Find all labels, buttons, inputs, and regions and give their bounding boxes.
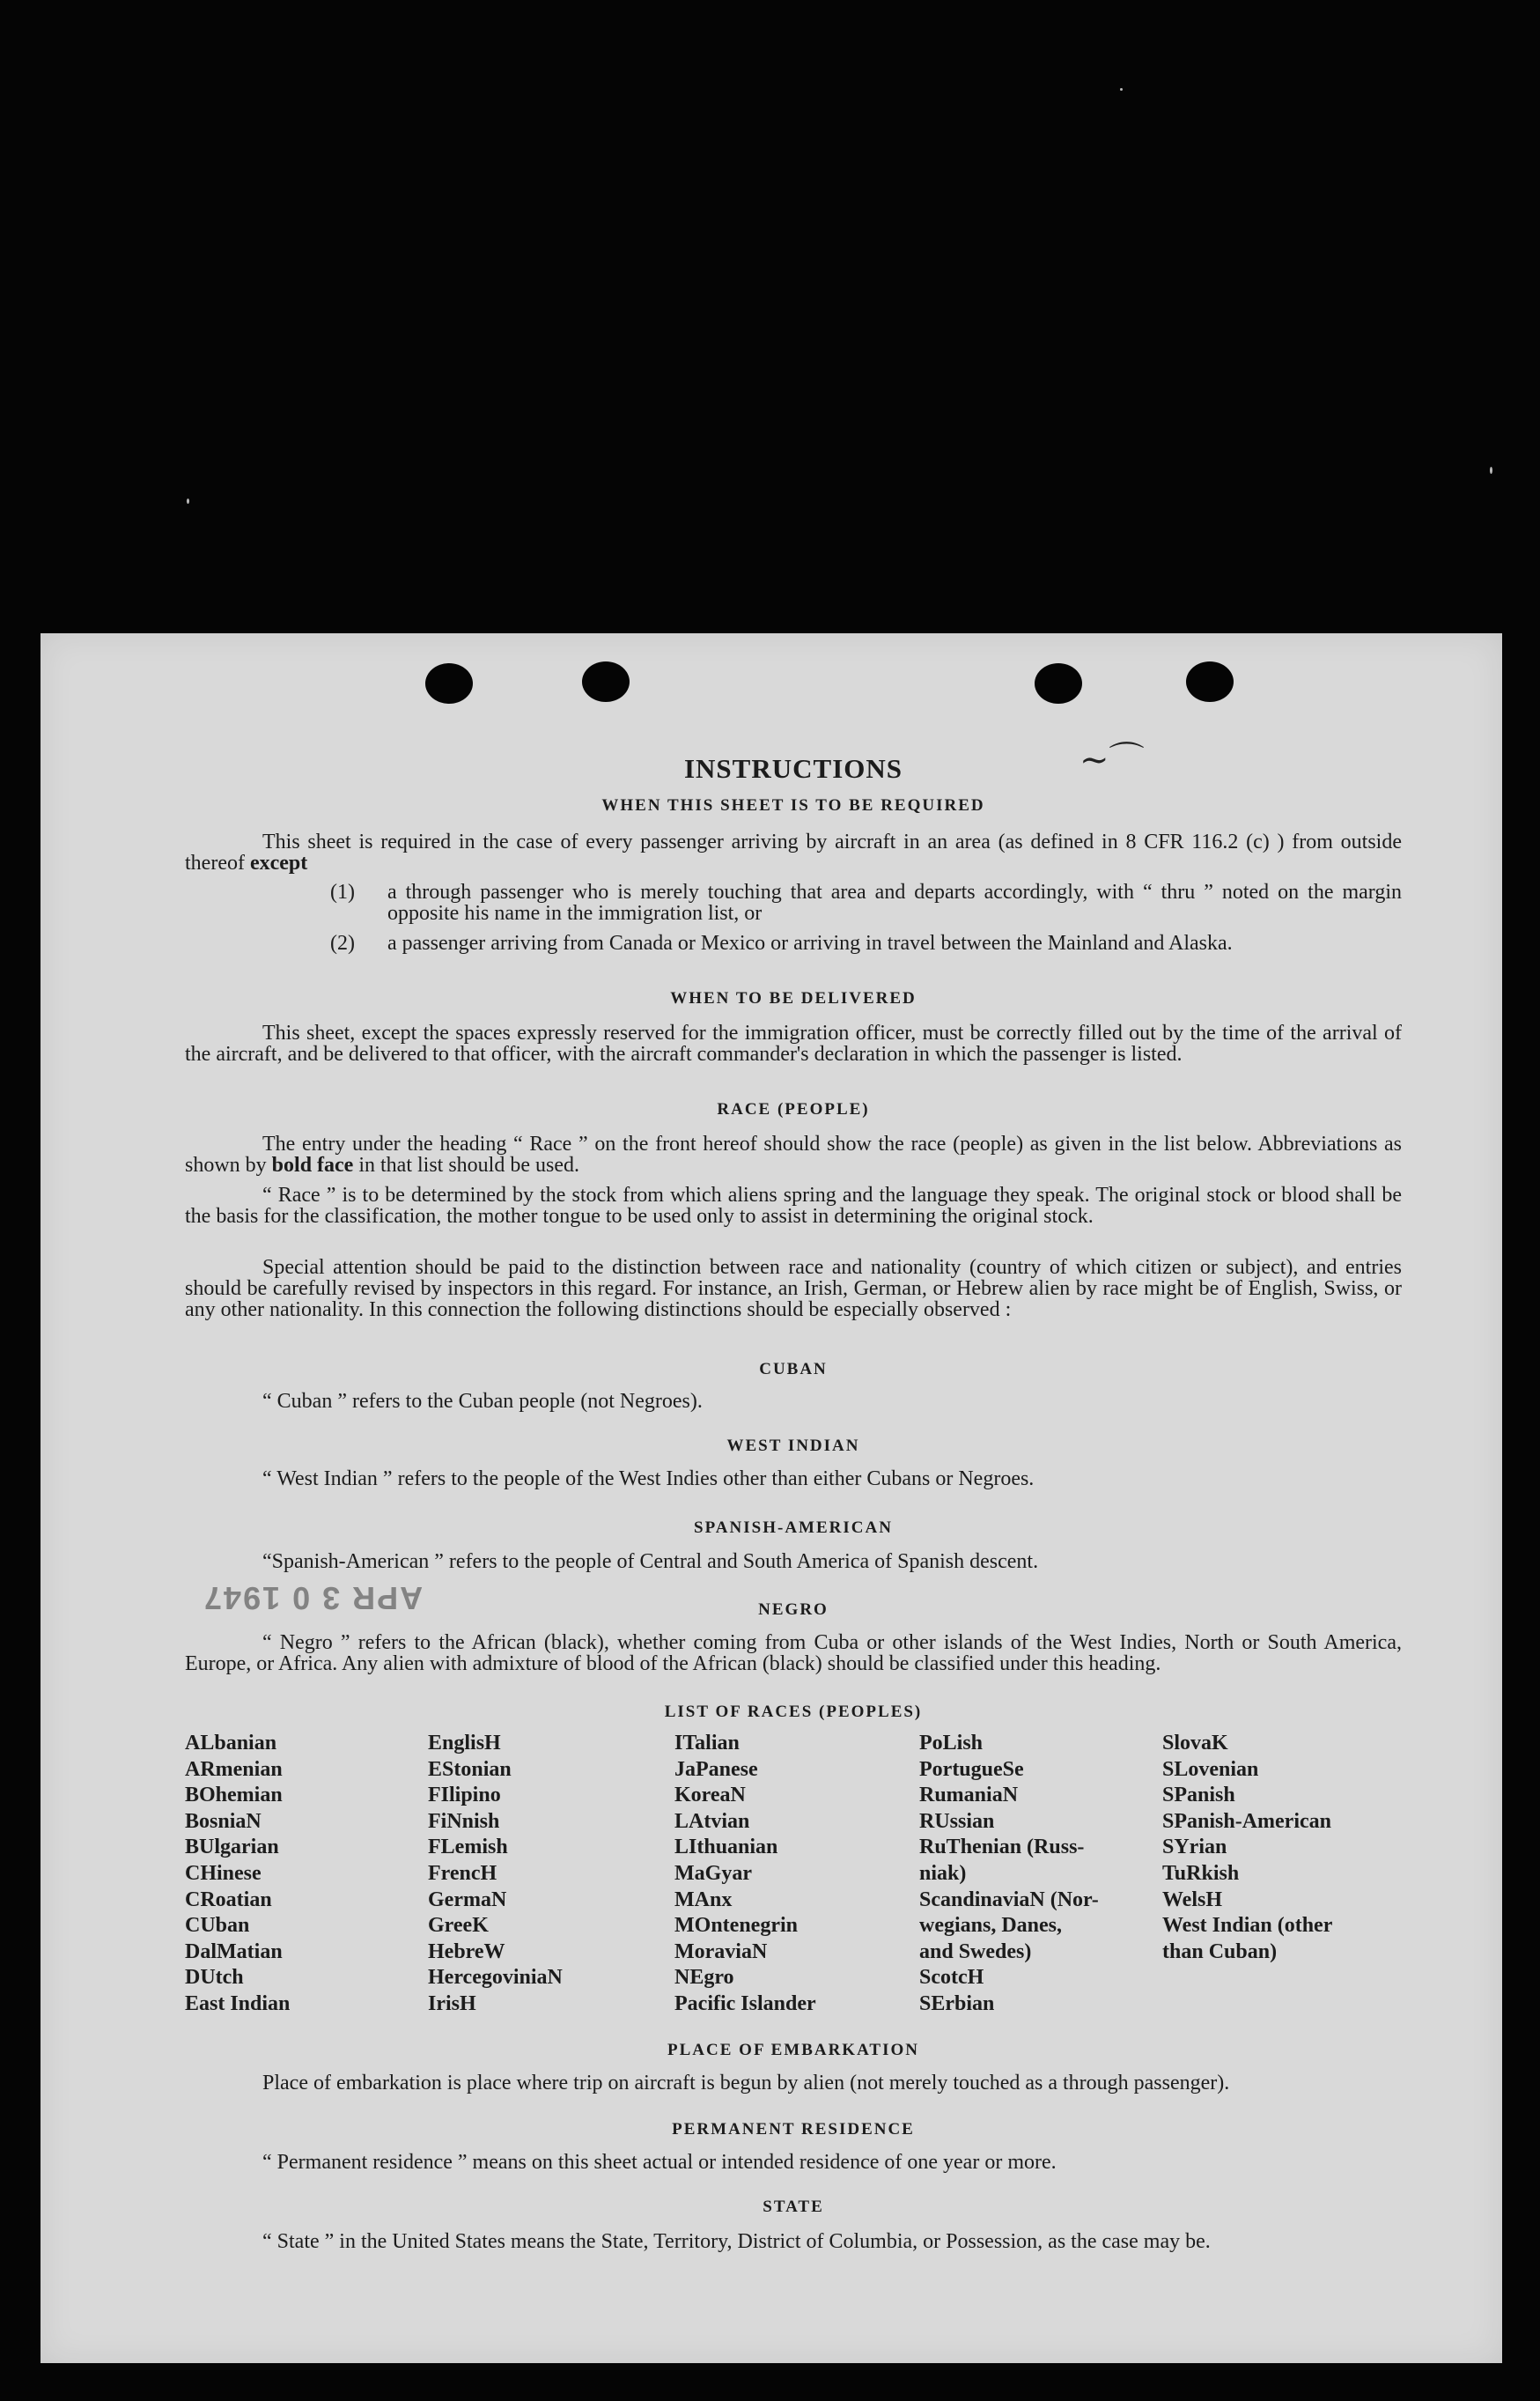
negro-heading: NEGRO	[758, 1600, 829, 1619]
race-entry: CHinese	[185, 1861, 262, 1885]
race-p1-end: in that list should be used.	[358, 1154, 579, 1177]
race-entry: MOntenegrin	[674, 1914, 798, 1938]
race-entry: RUssian	[919, 1809, 995, 1833]
cuban-heading: CUBAN	[759, 1360, 828, 1378]
punch-hole	[1186, 661, 1234, 702]
race-entry: CRoatian	[185, 1888, 272, 1911]
residence-body: “ Permanent residence ” means on this sheet actual or intended residence of one year or more.	[262, 2151, 1057, 2174]
race-entry: IrisH	[428, 1991, 476, 2015]
race-entry: ScotcH	[919, 1966, 984, 1990]
scan-speck	[1120, 88, 1123, 91]
cuban-body: “ Cuban ” refers to the Cuban people (not Negroes).	[262, 1390, 703, 1413]
west-indian-body: “ West Indian ” refers to the people of the West Indies other than either Cubans or Negroes.	[262, 1467, 1035, 1490]
race-entry: EnglisH	[428, 1732, 501, 1755]
race-entry: GermaN	[428, 1888, 507, 1911]
when-required-heading: WHEN THIS SHEET IS TO BE REQUIRED	[601, 796, 985, 815]
when-delivered-heading: WHEN TO BE DELIVERED	[670, 989, 917, 1008]
west-indian-heading: WEST INDIAN	[726, 1437, 860, 1455]
race-entry: HercegoviniaN	[428, 1966, 563, 1990]
race-entry: TuRkish	[1162, 1861, 1240, 1885]
race-entry: SPanish	[1162, 1784, 1235, 1807]
spanish-american-heading: SPANISH-AMERICAN	[694, 1518, 893, 1537]
except-bold: except	[249, 852, 308, 875]
race-entry: East Indian	[185, 1991, 291, 2015]
race-entry: RumaniaN	[919, 1784, 1019, 1807]
bold-face-text: bold face	[271, 1154, 354, 1177]
embarkation-body: Place of embarkation is place where trip on aircraft is begun by alien (not merely touched as a through passenger).	[262, 2072, 1230, 2094]
race-entry: niak)	[919, 1861, 967, 1885]
race-entry: SPanish-American	[1162, 1809, 1331, 1833]
race-paragraph-2: “ Race ” is to be determined by the stock from which aliens spring and the language they speak. The original stock or blood shall be the basis for the classification, the mother tongue to be used only to assist in determining the original stock.	[185, 1184, 1402, 1228]
race-entry: LIthuanian	[674, 1836, 778, 1859]
list-of-races-heading: LIST OF RACES (PEOPLES)	[664, 1703, 923, 1721]
negro-body: “ Negro ” refers to the African (black), whether coming from Cuba or other islands of the West Indies, North or South America, Europe, or Africa. Any alien with admixture of blood of the African (black) should be classified under this heading.	[185, 1631, 1402, 1675]
race-entry: and Swedes)	[919, 1939, 1032, 1963]
race-entry: SErbian	[919, 1991, 995, 2015]
race-entry: ITalian	[674, 1732, 740, 1755]
item-text: a through passenger who is merely touching that area and departs accordingly, with “ thru ” noted on the margin opposite his name in the immigration list, or	[387, 881, 1402, 925]
race-heading: RACE (PEOPLE)	[717, 1100, 870, 1119]
race-entry: BosniaN	[185, 1809, 262, 1833]
race-entry: MAnx	[674, 1888, 733, 1911]
item-number: (1)	[330, 881, 355, 904]
race-entry: than Cuban)	[1162, 1939, 1278, 1963]
handwritten-mark: ∼⌒	[1079, 740, 1145, 779]
race-entry: FIlipino	[428, 1784, 501, 1807]
race-entry: GreeK	[428, 1914, 489, 1938]
race-entry: Pacific Islander	[674, 1991, 816, 2015]
race-entry: West Indian (other	[1162, 1914, 1333, 1938]
punch-hole	[425, 663, 473, 704]
race-entry: PoLish	[919, 1732, 984, 1755]
race-entry: ScandinaviaN (Nor-	[919, 1888, 1099, 1911]
race-entry: SlovaK	[1162, 1732, 1228, 1755]
when-delivered-body: This sheet, except the spaces expressly reserved for the immigration officer, must be correctly filled out by the time of the arrival of the aircraft, and be delivered to that officer, with the aircraft commander's declaration in which the passenger is listed.	[185, 1022, 1402, 1066]
embarkation-heading: PLACE OF EMBARKATION	[667, 2041, 919, 2059]
race-entry: CUban	[185, 1914, 250, 1938]
race-paragraph-1	[185, 1134, 1402, 1176]
when-required-text: This sheet is required in the case of every passenger arriving by aircraft in an area (as defined in 8 CFR 116.2 (c) ) from outside thereof	[185, 831, 1402, 875]
instruction-sheet	[41, 633, 1502, 2363]
race-entry: FrencH	[428, 1861, 497, 1885]
races-column-1	[185, 1731, 414, 2018]
date-stamp: APR 3 0 1947	[203, 1580, 424, 1616]
races-column-2	[428, 1731, 657, 2018]
race-entry: PortugueSe	[919, 1757, 1024, 1781]
race-entry: NEgro	[674, 1966, 734, 1990]
scan-speck	[187, 499, 189, 504]
punch-hole	[582, 661, 630, 702]
race-entry: HebreW	[428, 1939, 505, 1963]
item-number: (2)	[330, 932, 355, 955]
race-entry: FLemish	[428, 1836, 508, 1859]
state-heading: STATE	[763, 2198, 824, 2216]
race-entry: SYrian	[1162, 1836, 1227, 1859]
race-entry: DalMatian	[185, 1939, 283, 1963]
race-entry: DUtch	[185, 1966, 244, 1990]
residence-heading: PERMANENT RESIDENCE	[672, 2120, 915, 2139]
race-entry: BUlgarian	[185, 1836, 279, 1859]
races-column-4	[919, 1731, 1148, 2018]
race-entry: FiNnish	[428, 1809, 500, 1833]
race-entry: LAtvian	[674, 1809, 750, 1833]
race-entry: KoreaN	[674, 1784, 746, 1807]
race-entry: MoraviaN	[674, 1939, 768, 1963]
state-body: “ State ” in the United States means the State, Territory, District of Columbia, or Possession, as the case may be.	[262, 2230, 1211, 2253]
races-column-5	[1162, 1731, 1391, 1965]
race-entry: ALbanian	[185, 1732, 277, 1755]
race-entry: SLovenian	[1162, 1757, 1259, 1781]
race-entry: RuThenian (Russ-	[919, 1836, 1085, 1859]
page-title: INSTRUCTIONS	[683, 753, 903, 784]
race-entry: wegians, Danes,	[919, 1914, 1063, 1938]
scan-speck	[1490, 467, 1492, 474]
race-entry: WelsH	[1162, 1888, 1223, 1911]
when-required-body	[185, 831, 1402, 874]
spanish-american-body: “Spanish-American ” refers to the people of Central and South America of Spanish descent.	[262, 1550, 1039, 1573]
race-entry: EStonian	[428, 1757, 512, 1781]
race-entry: JaPanese	[674, 1757, 758, 1781]
race-entry: MaGyar	[674, 1861, 752, 1885]
punch-hole	[1035, 663, 1082, 704]
race-p1-text: The entry under the heading “ Race ” on the front hereof should show the race (people) as given in the list below. Abbreviations as shown by	[185, 1133, 1402, 1177]
race-paragraph-3: Special attention should be paid to the distinction between race and nationality (country of which citizen or subject), and entries should be carefully revised by inspectors in this regard. For instance, an Irish, German, or Hebrew alien by race might be of English, Swiss, or any other nationality. In this connection the following distinctions should be especially observed :	[185, 1256, 1402, 1321]
races-column-3	[674, 1731, 903, 2018]
race-entry: ARmenian	[185, 1757, 283, 1781]
item-text: a passenger arriving from Canada or Mexico or arriving in travel between the Mainland and Alaska.	[387, 932, 1233, 955]
race-entry: BOhemian	[185, 1784, 283, 1807]
